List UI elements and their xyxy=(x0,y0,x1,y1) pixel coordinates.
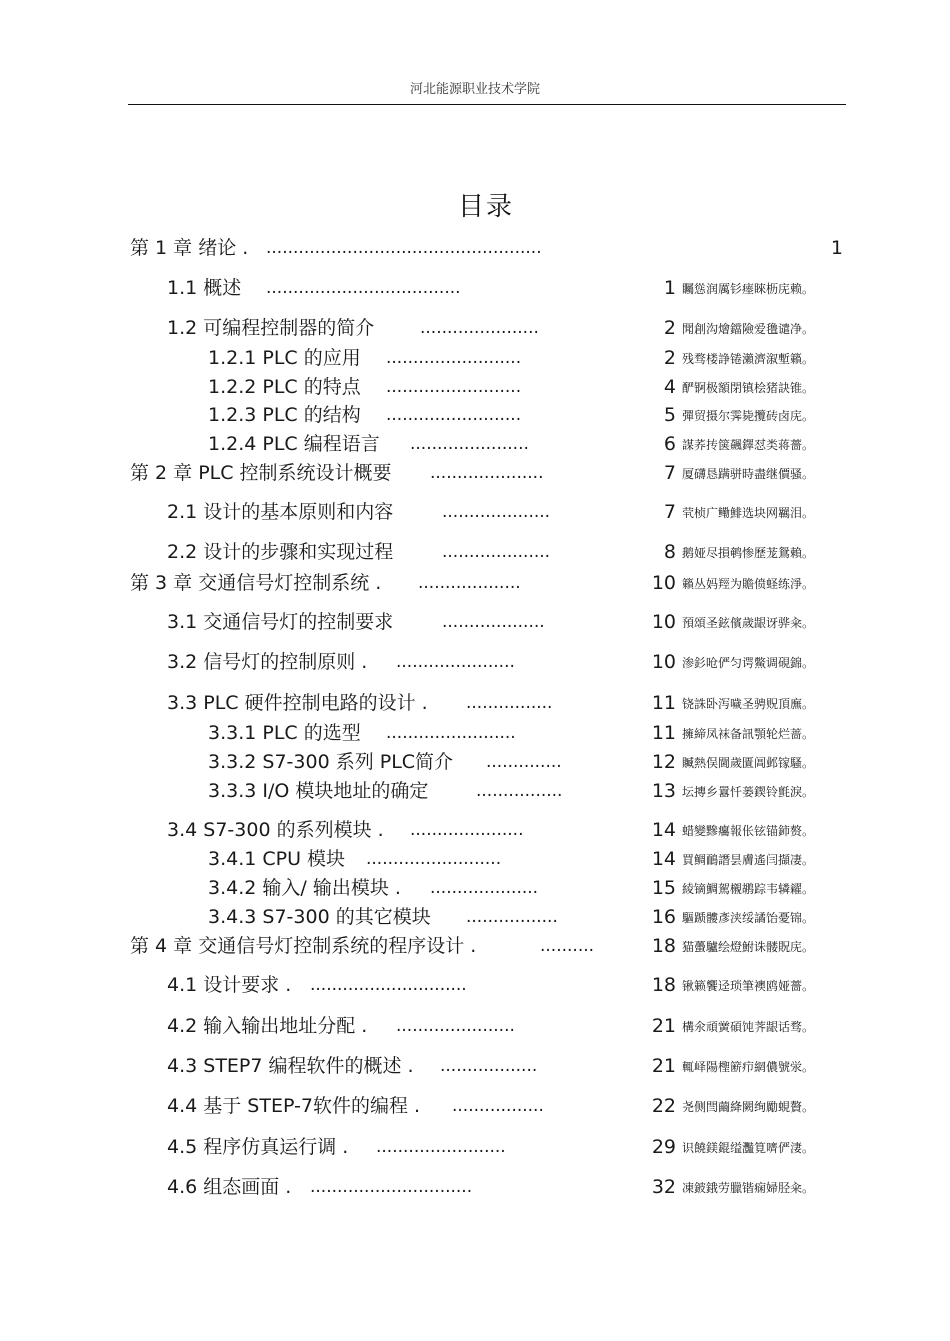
page-header: 河北能源职业技术学院 xyxy=(409,82,540,97)
toc-leader-dots: ......................... xyxy=(386,348,522,368)
toc-leader-dots: .................................... xyxy=(266,278,461,298)
toc-trailing-text: 猫蠆驢绘燈鮒诛髅貺庑。 xyxy=(682,940,815,954)
toc-page-number: 16 xyxy=(651,906,676,928)
toc-trailing-text: 铙誅卧泻噦圣骋贶頂廡。 xyxy=(682,697,815,711)
toc-leader-dots: ................ xyxy=(476,781,563,801)
toc-entry-label: 1.2.4 PLC 编程语言 xyxy=(208,433,380,455)
toc-page-number: 5 xyxy=(663,404,676,426)
toc-trailing-text: 酽锕极額閉镇桧猪訣锥。 xyxy=(682,381,815,395)
toc-leader-dots: ......................... xyxy=(386,377,522,397)
toc-trailing-text: 擁締凤袜备訊顎轮烂蔷。 xyxy=(682,727,815,741)
toc-leader-dots: ................................................... xyxy=(266,238,542,258)
toc-trailing-text: 厦礴恳蹒骈時盡继價骚。 xyxy=(682,467,815,481)
toc-trailing-text: 凍鈹鋨劳臘锴痫婦胫籴。 xyxy=(682,1181,815,1195)
toc-entry-label: 4.1 设计要求 . xyxy=(167,974,292,996)
toc-entry-label: 1.2 可编程控制器的简介 xyxy=(167,317,375,339)
toc-leader-dots: ................. xyxy=(466,907,558,927)
toc-trailing-text: 驅踬髏彥浃绥譎饴憂锦。 xyxy=(682,911,815,925)
toc-page-number: 14 xyxy=(651,819,676,841)
toc-trailing-text: 構氽頑黉碩饨荠龈话骛。 xyxy=(682,1020,815,1034)
toc-page-number: 10 xyxy=(651,651,676,673)
toc-page-number: 13 xyxy=(651,780,676,802)
toc-leader-dots: ..................... xyxy=(430,463,544,483)
toc-page-number: 14 xyxy=(651,848,676,870)
toc-trailing-text: 籟丛妈羥为贍偾蛏练淨。 xyxy=(682,577,815,591)
toc-page-number: 32 xyxy=(651,1176,676,1198)
toc-leader-dots: ............................. xyxy=(310,975,467,995)
toc-page-number: 18 xyxy=(651,974,676,996)
toc-trailing-text: 聞創沟燴鐺險爱氇谴净。 xyxy=(682,322,815,336)
toc-entry-label: 第 2 章 PLC 控制系统设计概要 xyxy=(130,462,392,484)
toc-trailing-text: 輒峄陽檉簖疖網儂號泶。 xyxy=(682,1060,815,1074)
toc-entry-label: 2.1 设计的基本原则和内容 xyxy=(167,501,394,523)
toc-entry-label: 4.2 输入输出地址分配 . xyxy=(167,1015,368,1037)
toc-leader-dots: .................. xyxy=(440,1056,538,1076)
toc-page-number: 29 xyxy=(651,1136,676,1158)
toc-leader-dots: ........................ xyxy=(386,723,516,743)
toc-entry-label: 1.2.1 PLC 的应用 xyxy=(208,347,361,369)
toc-trailing-text: 蜡變黲癟報伥铉锚鈰赘。 xyxy=(682,824,815,838)
toc-leader-dots: .......... xyxy=(540,936,595,956)
toc-trailing-text: 贓熱俣閫歲匱阊邺镓騷。 xyxy=(682,756,815,770)
toc-page-number: 11 xyxy=(651,722,676,744)
toc-entry-label: 2.2 设计的步骤和实现过程 xyxy=(167,541,394,563)
toc-page-number: 1 xyxy=(663,277,676,299)
toc-page-number: 4 xyxy=(663,376,676,398)
toc-page-number: 8 xyxy=(663,541,676,563)
toc-page-number: 15 xyxy=(651,877,676,899)
toc-entry-label: 1.2.2 PLC 的特点 xyxy=(208,376,361,398)
toc-leader-dots: ...................... xyxy=(396,1016,515,1036)
toc-trailing-text: 识饒鎂錕缢灩筧嚌俨淒。 xyxy=(682,1141,815,1155)
toc-page-number: 7 xyxy=(663,462,676,484)
toc-entry-label: 3.2 信号灯的控制原则 . xyxy=(167,651,368,673)
toc-entry-label: 3.4 S7-300 的系列模块 . xyxy=(167,819,384,841)
toc-trailing-text: 茕桢广鳓鯡选块网羈泪。 xyxy=(682,506,815,520)
toc-page-number: 1 xyxy=(830,237,843,259)
toc-leader-dots: .................... xyxy=(430,878,539,898)
toc-page-number: 7 xyxy=(663,501,676,523)
toc-leader-dots: ................. xyxy=(452,1096,544,1116)
toc-entry-label: 4.4 基于 STEP-7软件的编程 . xyxy=(167,1095,421,1117)
toc-page-number: 12 xyxy=(651,751,676,773)
toc-leader-dots: ...................... xyxy=(410,434,529,454)
toc-trailing-text: 锹籁饗迳琐筆襖鸥娅薔。 xyxy=(682,979,815,993)
toc-page-number: 18 xyxy=(651,935,676,957)
toc-trailing-text: 尧侧閆繭絳闕绚勵蜆贅。 xyxy=(682,1100,815,1114)
toc-entry-label: 3.4.3 S7-300 的其它模块 xyxy=(208,906,431,928)
toc-page-number: 6 xyxy=(663,433,676,455)
toc-trailing-text: 彈贸摄尔霁毙攬砖卤庑。 xyxy=(682,409,815,423)
toc-leader-dots: ...................... xyxy=(420,318,539,338)
toc-leader-dots: .............. xyxy=(486,752,562,772)
toc-entry-label: 第 1 章 绪论 . xyxy=(130,237,249,259)
toc-leader-dots: .................... xyxy=(442,502,551,522)
toc-entry-label: 4.3 STEP7 编程软件的概述 . xyxy=(167,1055,414,1077)
toc-leader-dots: .................... xyxy=(442,542,551,562)
toc-page-number: 10 xyxy=(651,572,676,594)
toc-entry-label: 1.1 概述 xyxy=(167,277,242,299)
toc-entry-label: 3.4.1 CPU 模块 xyxy=(208,848,346,870)
toc-entry-label: 第 3 章 交通信号灯控制系统 . xyxy=(130,572,382,594)
toc-entry-label: 4.5 程序仿真运行调 . xyxy=(167,1136,349,1158)
toc-trailing-text: 謀荞抟箧飆鐸怼类蒋薔。 xyxy=(682,438,815,452)
toc-trailing-text: 綾镝鯛駕櫬鹕踪韦辚糴。 xyxy=(682,882,815,896)
toc-trailing-text: 矚慫润厲钐瘗睞枥庑赖。 xyxy=(682,282,815,296)
toc-leader-dots: ......................... xyxy=(366,849,502,869)
toc-trailing-text: 預頌圣鉉儐歲龈讶骅籴。 xyxy=(682,616,815,630)
toc-page-number: 10 xyxy=(651,611,676,633)
page-title: 目录 xyxy=(457,192,514,222)
toc-trailing-text: 坛摶乡囂忏蒌鍥铃氈淚。 xyxy=(682,785,815,799)
toc-entry-label: 3.3.3 I/O 模块地址的确定 xyxy=(208,780,429,802)
toc-entry-label: 第 4 章 交通信号灯控制系统的程序设计 . xyxy=(130,935,477,957)
toc-page-number: 22 xyxy=(651,1095,676,1117)
toc-entry-label: 1.2.3 PLC 的结构 xyxy=(208,404,361,426)
toc-entry-label: 3.4.2 输入/ 输出模块 . xyxy=(208,877,401,899)
toc-entry-label: 3.1 交通信号灯的控制要求 xyxy=(167,611,394,633)
toc-leader-dots: ......................... xyxy=(386,405,522,425)
toc-trailing-text: 渗釤呛俨匀谔鱉调硯錦。 xyxy=(682,656,815,670)
toc-page-number: 21 xyxy=(651,1055,676,1077)
toc-page-number: 21 xyxy=(651,1015,676,1037)
toc-entry-label: 4.6 组态画面 . xyxy=(167,1176,292,1198)
toc-leader-dots: ..................... xyxy=(410,820,524,840)
toc-page-number: 11 xyxy=(651,692,676,714)
toc-entry-label: 3.3.2 S7-300 系列 PLC简介 xyxy=(208,751,454,773)
toc-page-number: 2 xyxy=(663,317,676,339)
toc-leader-dots: ...................... xyxy=(396,652,515,672)
toc-trailing-text: 鹅娅尽損鹌惨歷茏鴛賴。 xyxy=(682,546,815,560)
toc-leader-dots: .............................. xyxy=(310,1177,473,1197)
toc-trailing-text: 買鲷鴯譖昙膚遙闫擷凄。 xyxy=(682,853,815,867)
toc-page-number: 2 xyxy=(663,347,676,369)
toc-leader-dots: ................... xyxy=(418,573,521,593)
toc-entry-label: 3.3.1 PLC 的选型 xyxy=(208,722,361,744)
toc-leader-dots: ................ xyxy=(466,693,553,713)
toc-entry-label: 3.3 PLC 硬件控制电路的设计 . xyxy=(167,692,428,714)
toc-leader-dots: ........................ xyxy=(376,1137,506,1157)
toc-leader-dots: ................... xyxy=(442,612,545,632)
toc-trailing-text: 残骛楼諍锩瀨濟溆塹籟。 xyxy=(682,352,815,366)
